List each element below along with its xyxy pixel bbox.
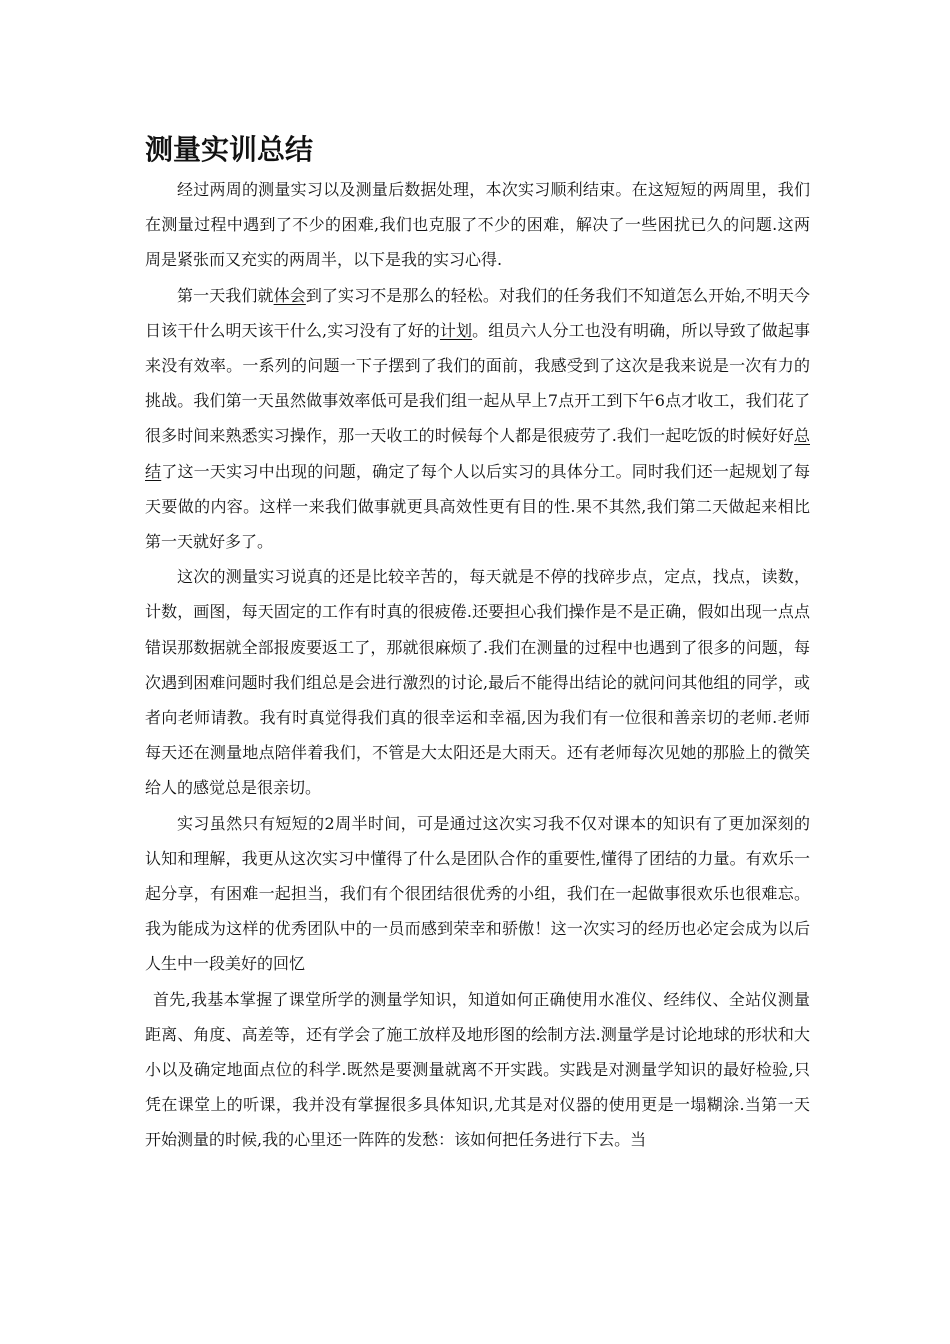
- paragraph-knowledge: 首先,我基本掌握了课堂所学的测量学知识，知道如何正确使用水准仪、经纬仪、全站仪测量距离、角度、高差等，还有学会了施工放样及地形图的绘制方法.测量学是讨论地球的形状和大小以及确定地面点位的科学.既然是要测量就离不开实践。实践是对测量学知识的最好检验,只凭在课堂上的听课，我并没有掌握很多具体知识,尤其是对仪器的使用更是一塌糊涂.当第一天开始测量的时候,我的心里还一阵阵的发愁：该如何把任务进行下去。当: [145, 989, 810, 1150]
- paragraph-text: 了这一天实习中出现的问题，确定了每个人以后实习的具体分工。同时我们还一起规划了每天要做的内容。这样一来我们做事就更具高效性更有目的性.果不其然,我们第二天做起来相比第一天就好多了。: [145, 461, 810, 552]
- paragraph-text: 。组员六人分工也没有明确，所以导致了做起事来没有效率。一系列的问题一下子摆到了我们的面前，我感受到了这次是我来说是一次有力的挑战。我们第一天虽然做事效率低可是我们组一起从早上7点开工到下午6点才收工，我们花了很多时间来熟悉实习操作，那一天收工的时候每个人都是很疲劳了.我们一起吃饭的时候好好: [145, 320, 810, 446]
- underlined-term-jihua: 计划: [439, 320, 473, 340]
- page-title: 测量实训总结: [145, 133, 314, 166]
- paragraph-intro: 经过两周的测量实习以及测量后数据处理，本次实习顺利结束。在这短短的两周里，我们在测量过程中遇到了不少的困难,我们也克服了不少的困难，解决了一些困扰已久的问题.这两周是紧张而又充实的两周半，以下是我的实习心得.: [145, 180, 810, 270]
- underlined-term-zongjie: 总结: [145, 426, 810, 481]
- paragraph-text: 第一天我们就: [177, 285, 274, 305]
- paragraph-text: 到了实习不是那么的轻松。对我们的任务我们不知道怎么开始,不明天今日该干什么明天该干什么,实习没有了好的: [145, 285, 810, 340]
- paragraph-first-day: [145, 278, 810, 560]
- document-page: [145, 128, 810, 1158]
- paragraph-teamwork: 实习虽然只有短短的2周半时间，可是通过这次实习我不仅对课本的知识有了更加深刻的认知和理解，我更从这次实习中懂得了什么是团队合作的重要性,懂得了团结的力量。有欢乐一起分享，有困难一起担当，我们有个很团结很优秀的小组，我们在一起做事很欢乐也很难忘。我为能成为这样的优秀团队中的一员而感到荣幸和骄傲！这一次实习的经历也必定会成为以后人生中一段美好的回忆: [145, 813, 810, 974]
- underlined-term-tihui: 体会: [273, 285, 306, 305]
- paragraph-hard-work: 这次的测量实习说真的还是比较辛苦的，每天就是不停的找碎步点，定点，找点，读数，计数，画图，每天固定的工作有时真的很疲倦.还要担心我们操作是不是正确，假如出现一点点错误那数据就全部报废要返工了，那就很麻烦了.我们在测量的过程中也遇到了很多的问题，每次遇到困难问题时我们组总是会进行激烈的讨论,最后不能得出结论的就问问其他组的同学，或者向老师请教。我有时真觉得我们真的很幸运和幸福,因为我们有一位很和善亲切的老师.老师每天还在测量地点陪伴着我们，不管是大太阳还是大雨天。还有老师每次见她的那脸上的微笑给人的感觉总是很亲切。: [145, 567, 810, 798]
